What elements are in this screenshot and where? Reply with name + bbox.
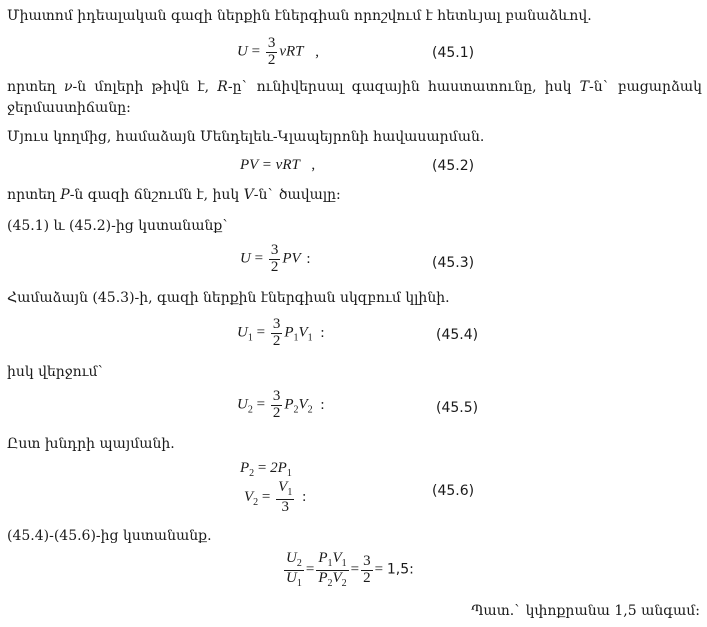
eq-symbol: U: [237, 43, 248, 60]
eq-symbol: P: [318, 569, 328, 586]
eq-body: PV = νRT: [240, 157, 300, 173]
text-paragraph: (45.4)-(45.6)-ից կստանանք.: [7, 528, 212, 544]
equation-45-4: [237, 317, 325, 350]
fraction: [361, 554, 373, 587]
eq-symbol: P: [284, 396, 294, 413]
fraction-numerator: 3: [272, 316, 281, 332]
equation-45-6-line1: [240, 460, 292, 479]
equation-45-3: [240, 243, 311, 276]
equation-label: (45.5): [436, 400, 479, 416]
eq-symbol: U: [286, 550, 297, 566]
equation-final: [282, 551, 414, 589]
text-paragraph: ջերմաստիճանը:: [7, 100, 131, 116]
eq-subscript: 1: [307, 332, 313, 344]
fraction-numerator: [316, 551, 348, 571]
symbol-t: T: [579, 79, 590, 95]
eq-symbol: U: [237, 396, 248, 413]
fraction-denominator: 2: [270, 258, 279, 275]
text-run: -ն` բացարձակ: [589, 79, 702, 95]
fraction: [271, 317, 283, 350]
eq-symbol: V: [332, 569, 342, 586]
eq-subscript: 2: [307, 404, 313, 416]
answer-line: Պատ.` կփոքրանա 1,5 անգամ:: [471, 603, 700, 619]
eq-rhs: νRT: [279, 43, 304, 60]
eq-symbol: P: [240, 460, 250, 476]
eq-symbol: V: [278, 479, 288, 495]
eq-sign: =: [350, 561, 360, 578]
eq-symbol: U: [286, 569, 297, 586]
eq-subscript: 1: [287, 487, 293, 498]
equation-label: (45.6): [432, 483, 475, 499]
eq-symbol: P: [318, 550, 328, 566]
fraction-denominator: 2: [272, 404, 281, 421]
eq-sign: =: [254, 250, 264, 267]
fraction-numerator: 3: [272, 388, 281, 404]
equation-label: (45.2): [432, 158, 475, 174]
eq-subscript: 1: [296, 577, 302, 589]
equation-label: (45.1): [432, 45, 475, 61]
eq-punct: :: [320, 324, 325, 341]
fraction: [284, 551, 304, 589]
eq-punct: ,: [311, 157, 316, 173]
eq-symbol: U: [240, 250, 251, 267]
fraction-numerator: [284, 551, 304, 571]
eq-subscript: 2: [293, 404, 299, 416]
text-run: -ն մոլերի թիվն է,: [72, 79, 210, 95]
symbol-nu: ν: [64, 79, 73, 95]
text-paragraph: (45.1) և (45.2)-ից կստանանք`: [7, 218, 230, 234]
text-paragraph: Համաձայն (45.3)-ի, գազի ներքին էներգիան սկզբում կլինի.: [7, 290, 450, 306]
text-paragraph: [7, 187, 341, 203]
text-paragraph: իսկ վերջում`: [7, 364, 105, 380]
eq-subscript: 2: [341, 577, 347, 589]
eq-subscript: 1: [286, 468, 292, 479]
eq-punct: ,: [315, 43, 319, 60]
eq-subscript: 2: [247, 404, 253, 416]
equation-45-5: [237, 389, 325, 422]
text-paragraph: Մյուս կողմից, համաձայն Մենդելեև-Կլապեյրոնի հավասարման.: [7, 129, 485, 145]
text-run: որտեղ: [7, 187, 56, 203]
fraction-denominator: 2: [363, 569, 371, 586]
eq-sign: =: [257, 460, 267, 476]
text-run: -ն գազի ճնշումն է, իսկ: [69, 187, 240, 203]
fraction-denominator: 3: [281, 498, 289, 515]
fraction: [271, 389, 283, 422]
fraction-numerator: 3: [363, 552, 371, 569]
text-paragraph: [7, 79, 702, 95]
eq-symbol: P: [284, 324, 294, 341]
eq-subscript: 2: [296, 558, 302, 569]
text-paragraph: Ըստ խնդրի պայմանի.: [7, 436, 175, 452]
eq-sign: =: [305, 561, 315, 578]
eq-subscript: 2: [327, 577, 333, 589]
eq-punct: :: [302, 489, 307, 506]
eq-sign: =: [256, 324, 266, 341]
text-paragraph: Միատոմ իդեալական գազի ներքին էներգիան որոշվում է հետևյալ բանաձևով.: [7, 8, 592, 24]
fraction: [266, 36, 278, 69]
fraction-denominator: [316, 571, 348, 590]
fraction: [316, 551, 348, 589]
eq-sign: =: [251, 43, 261, 60]
eq-punct: :: [306, 250, 311, 267]
equation-label: (45.4): [436, 327, 479, 343]
fraction-denominator: 2: [267, 51, 276, 68]
eq-sign: =: [261, 489, 271, 506]
fraction-denominator: 2: [272, 332, 281, 349]
fraction: [276, 480, 294, 515]
text-run: -ը` ունիվերսալ գազային հաստատունը, իսկ: [227, 79, 572, 95]
eq-rhs: PV: [282, 250, 301, 267]
eq-result: 1,5:: [386, 561, 414, 578]
equation-label: (45.3): [432, 255, 475, 271]
eq-subscript: 2: [249, 468, 255, 479]
eq-subscript: 1: [293, 332, 299, 344]
fraction-numerator: 3: [270, 242, 279, 258]
symbol-v: V: [243, 187, 254, 203]
equation-45-1: [237, 36, 319, 69]
fraction: [269, 243, 281, 276]
eq-sign: =: [374, 561, 384, 578]
symbol-p: P: [60, 187, 70, 203]
fraction-numerator: [276, 480, 294, 500]
fraction-denominator: [284, 571, 304, 590]
eq-symbol: V: [244, 489, 254, 506]
eq-subscript: 1: [327, 558, 333, 569]
eq-subscript: 1: [247, 332, 253, 344]
eq-punct: :: [320, 396, 325, 413]
eq-symbol: V: [332, 550, 342, 566]
text-run: -ն` ծավալը:: [253, 187, 341, 203]
eq-symbol: V: [298, 396, 308, 413]
eq-symbol: U: [237, 324, 248, 341]
eq-rhs: 2P: [270, 460, 287, 476]
eq-symbol: V: [298, 324, 308, 341]
equation-45-6-line2: [244, 480, 306, 515]
equation-45-2: [240, 157, 315, 174]
text-run: որտեղ: [7, 79, 56, 95]
symbol-r: R: [217, 79, 228, 95]
eq-subscript: 1: [341, 558, 347, 569]
fraction-numerator: 3: [267, 35, 276, 51]
eq-sign: =: [256, 396, 266, 413]
eq-subscript: 2: [253, 497, 259, 509]
